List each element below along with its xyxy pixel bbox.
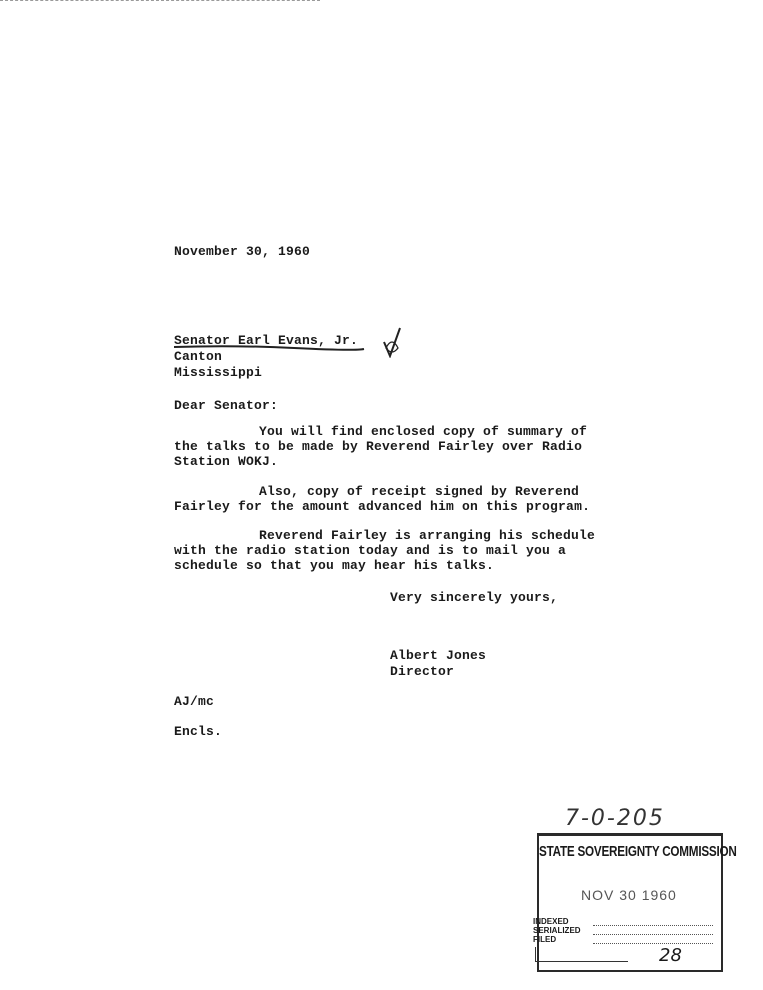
stamp-labels [533, 917, 581, 944]
paragraph-line: Fairley for the amount advanced him on this program. [174, 499, 591, 514]
salutation: Dear Senator: [174, 398, 279, 413]
stamp-handwritten-mark: 28 [659, 945, 682, 966]
closing: Very sincerely yours, [390, 590, 559, 605]
stamp-title: STATE SOVEREIGNTY COMMISSION [539, 843, 737, 860]
file-number-handwritten: 7-0-205 [565, 806, 665, 831]
stamp-label-filed: FILED [533, 935, 557, 944]
paragraph-line: the talks to be made by Reverend Fairley over Radio [174, 439, 583, 454]
paragraph-line: Station WOKJ. [174, 454, 279, 469]
paragraph-line: with the radio station today and is to mail you a [174, 543, 567, 558]
stamp-dotted-line [593, 943, 713, 944]
stamp-label-serialized: SERIALIZED [533, 926, 581, 935]
paragraph-line: schedule so that you may hear his talks. [174, 558, 495, 573]
paragraph-line: Also, copy of receipt signed by Reverend [259, 484, 580, 499]
signer-name: Albert Jones [390, 648, 487, 663]
recipient-city: Canton [174, 349, 223, 364]
paragraph-line: Reverend Fairley is arranging his schedule [259, 528, 596, 543]
enclosures-note: Encls. [174, 724, 223, 739]
letter-date: November 30, 1960 [174, 244, 311, 259]
recipient-state: Mississippi [174, 365, 263, 380]
stamp-label-indexed: INDEXED [533, 917, 569, 926]
commission-stamp [531, 833, 737, 971]
recipient-name: Senator Earl Evans, Jr. [174, 333, 359, 348]
stamp-dotted-line [593, 934, 713, 935]
signer-title: Director [390, 664, 455, 679]
check-mark-icon [380, 326, 404, 358]
stamp-slot [535, 947, 628, 962]
scan-top-rule [0, 0, 320, 1]
stamp-date: NOV 30 1960 [581, 887, 677, 903]
typist-initials: AJ/mc [174, 694, 215, 709]
paragraph-line: You will find enclosed copy of summary of [259, 424, 588, 439]
stamp-dotted-line [593, 925, 713, 926]
